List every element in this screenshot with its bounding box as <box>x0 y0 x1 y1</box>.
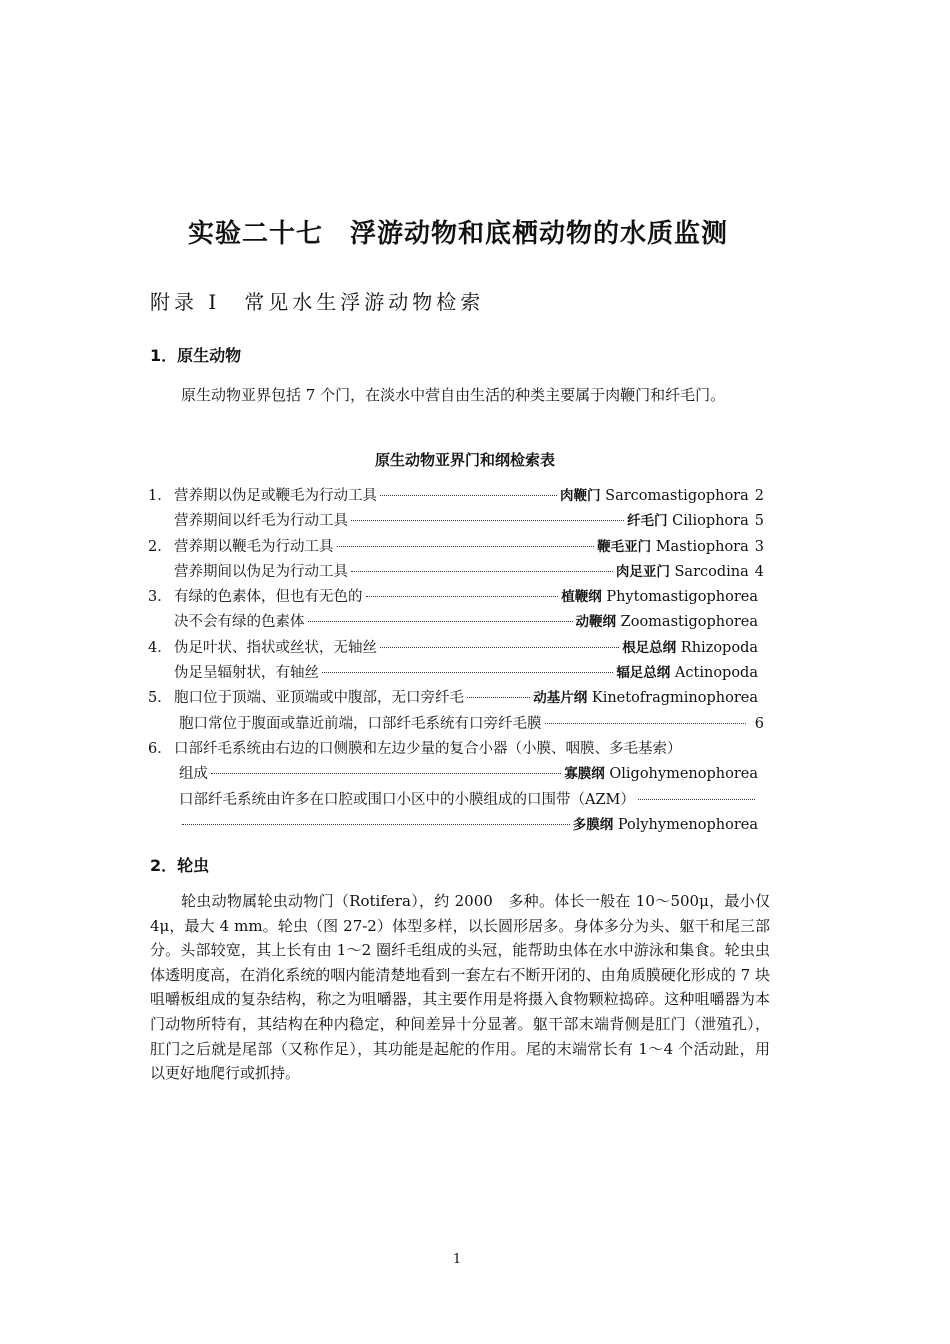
rotifera-paragraph: 轮虫动物属轮虫动物门（Rotifera），约 2000 多种。体长一般在 10～500μ，最小仅 4μ，最大 4 mm。轮虫（图 27-2）体型多样，以长圆形居多。身体多分为头、躯干和尾三部分。头部较宽，其上长有由 1～2 圈纤毛组成的头冠，能帮助虫体在水中游泳和集食。轮虫虫体透明度高，在消化系统的咽内能清楚地看到一套左右不断开闭的、由角质膜硬化形成的 7 块咀嚼板组成的复杂结构，称之为咀嚼器，其主要作用是将摄入食物颗粒捣碎。这种咀嚼器为本门动物所特有，其结构在种内稳定，种间差异十分显著。躯干部末端背侧是肛门（泄殖孔），肛门之后就是尾部（又称作足），其功能是起舵的作用。尾的末端常长有 1～4 个活动趾，用以更好地爬行或抓持。 <box>150 892 770 1083</box>
key-row-number: 4． <box>148 639 172 656</box>
key-row-number: 1． <box>148 488 172 504</box>
taxon-chinese-name: 辐足总纲 <box>616 665 671 682</box>
key-row-result <box>573 813 764 833</box>
key-row <box>148 636 764 661</box>
goto-number: 6 <box>754 715 764 732</box>
taxon-latin-name: Mastiophora <box>651 538 749 555</box>
leader-dots <box>366 596 559 597</box>
taxon-latin-name: Kinetofragminophorea <box>587 690 758 707</box>
key-row-text: 伪足叶状、指状或丝状，无轴丝 <box>174 639 377 656</box>
key-row-text: 营养期间以伪足为行动工具 <box>174 563 348 580</box>
leader-dots <box>337 546 595 547</box>
key-row-text: 口部纤毛系统由右边的口侧膜和左边少量的复合小器（小膜、咽膜、多毛基索） <box>174 740 682 757</box>
key-row-result <box>758 792 764 808</box>
taxon-latin-name: Oligohymenophorea <box>604 766 758 783</box>
taxon-chinese-name: 鞭毛亚门 <box>597 538 652 555</box>
key-row-number: 6． <box>148 740 172 757</box>
key-row-text: 营养期以伪足或鞭毛为行动工具 <box>174 488 377 504</box>
taxon-latin-name: Sarcomastigophora <box>600 488 749 504</box>
leader-dots <box>638 799 755 800</box>
taxon-latin-name: Actinopoda <box>670 665 758 682</box>
key-row-number: 3． <box>148 589 172 606</box>
goto-number: 4 <box>754 563 764 580</box>
leader-dots <box>211 773 561 774</box>
page-title: 实验二十七 浮游动物和底栖动物的水质监测 <box>187 219 728 249</box>
key-row <box>148 535 764 560</box>
leader-dots <box>322 672 613 673</box>
leader-dots <box>380 495 557 496</box>
key-row-result <box>616 661 764 681</box>
key-row-result <box>576 610 764 630</box>
key-row-result <box>533 686 764 706</box>
key-row <box>148 509 764 534</box>
key-row <box>148 585 764 610</box>
key-row-text: 营养期间以纤毛为行动工具 <box>174 513 348 530</box>
leader-dots <box>380 647 619 648</box>
leader-dots <box>545 723 746 724</box>
leader-dots <box>351 571 613 572</box>
key-row <box>148 762 764 787</box>
goto-number: 3 <box>754 538 764 555</box>
taxon-chinese-name: 肉鞭门 <box>560 488 601 504</box>
key-row-result <box>616 560 764 580</box>
taxon-chinese-name: 多膜纲 <box>572 816 614 833</box>
page-number: 1 <box>452 1252 462 1267</box>
key-row <box>148 610 764 635</box>
key-row-text: 组成 <box>179 766 208 783</box>
key-row-text: 胞口位于顶端、亚顶端或中腹部，无口旁纤毛 <box>174 690 464 707</box>
taxon-chinese-name: 肉足亚门 <box>615 563 670 580</box>
taxon-chinese-name: 寡膜纲 <box>564 766 605 783</box>
key-row <box>148 686 764 711</box>
taxon-latin-name: Ciliophora <box>667 513 749 530</box>
taxon-latin-name: Phytomastigophorea <box>601 589 758 606</box>
taxon-latin-name: Sarcodina <box>669 563 749 580</box>
taxon-chinese-name: 纤毛门 <box>626 513 668 530</box>
goto-number: 2 <box>754 488 764 504</box>
key-row-result <box>560 484 764 504</box>
taxon-latin-name: Rhizopoda <box>676 639 758 656</box>
key-row-text: 决不会有绿的色素体 <box>174 614 305 631</box>
taxon-chinese-name: 根足总纲 <box>622 639 677 656</box>
key-row <box>148 737 764 762</box>
key-row <box>148 788 764 813</box>
key-row-text: 有绿的色素体，但也有无色的 <box>174 589 363 606</box>
table-caption: 原生动物亚界门和纲检索表 <box>374 451 555 469</box>
key-row <box>148 712 764 737</box>
goto-number: 5 <box>754 513 764 530</box>
key-row-number: 5． <box>148 690 172 707</box>
section-heading-protozoa: 1．原生动物 <box>150 346 242 365</box>
taxon-chinese-name: 植鞭纲 <box>561 589 602 606</box>
taxon-chinese-name: 动鞭纲 <box>575 614 617 631</box>
key-row-result <box>622 636 764 656</box>
leader-dots <box>351 520 624 521</box>
key-row <box>148 661 764 686</box>
key-row-number: 2． <box>148 538 172 555</box>
key-row-text: 营养期以鞭毛为行动工具 <box>174 538 334 555</box>
leader-dots <box>467 697 530 698</box>
key-row-result <box>564 762 764 782</box>
key-row-result <box>749 716 764 732</box>
leader-dots <box>182 824 570 825</box>
key-row <box>148 560 764 585</box>
identification-key <box>148 484 764 838</box>
section-heading-rotifera: 2．轮虫 <box>150 856 210 875</box>
leader-dots <box>308 621 573 622</box>
key-row-text: 伪足呈辐射状，有轴丝 <box>174 665 319 682</box>
key-row-result <box>561 585 764 605</box>
key-row-result <box>627 509 764 529</box>
taxon-latin-name: Zoomastigophorea <box>616 614 758 631</box>
key-row-text: 口部纤毛系统由许多在口腔或围口小区中的小膜组成的口围带（AZM） <box>179 791 635 808</box>
taxon-chinese-name: 动基片纲 <box>533 690 588 707</box>
key-row-text: 胞口常位于腹面或靠近前端，口部纤毛系统有口旁纤毛膜 <box>179 715 542 732</box>
protozoa-paragraph: 原生动物亚界包括 7 个门，在淡水中营自由生活的种类主要属于肉鞭门和纤毛门。 <box>181 386 726 404</box>
key-row <box>148 813 764 838</box>
appendix-heading: 附录 I 常见水生浮游动物检索 <box>150 290 485 314</box>
taxon-latin-name: Polyhymenophorea <box>613 816 758 833</box>
key-row-result <box>597 535 764 555</box>
key-row-result <box>758 741 764 757</box>
key-row <box>148 484 764 509</box>
